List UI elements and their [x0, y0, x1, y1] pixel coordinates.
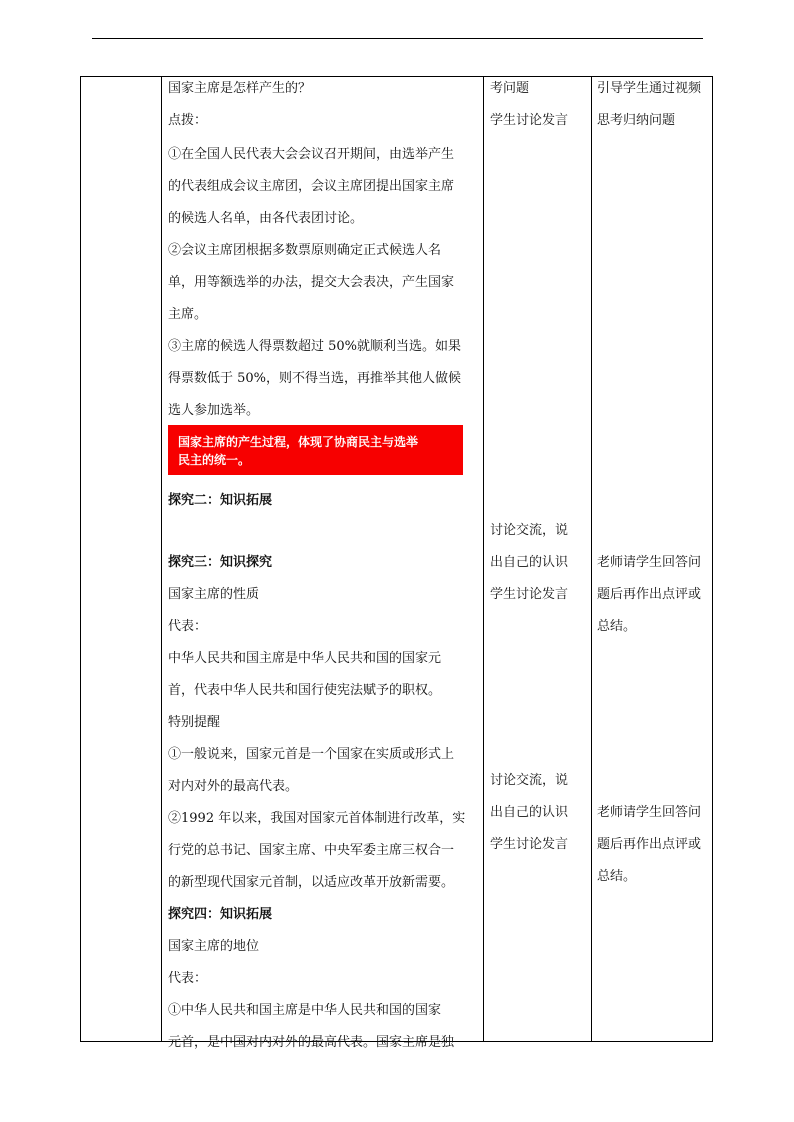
content-line: 特别提醒	[168, 715, 221, 730]
content-line: 首，代表中华人民共和国行使宪法赋予的职权。	[168, 683, 442, 698]
content-line: 的代表组成会议主席团，会议主席团提出国家主席	[168, 179, 455, 194]
lesson-table	[80, 76, 713, 1050]
intent-line: 老师请学生回答问	[597, 555, 702, 570]
content-line: 代表：	[168, 971, 208, 986]
intent-line: 思考归纳问题	[597, 113, 676, 128]
intent-line: 总结。	[597, 619, 637, 634]
content-line: 国家主席的性质	[168, 587, 260, 602]
content-line: 国家主席是怎样产生的？	[168, 81, 312, 96]
content-line: ①中华人民共和国主席是中华人民共和国的国家	[168, 1003, 442, 1018]
intent-line: 总结。	[597, 869, 637, 884]
column-divider	[591, 77, 592, 1041]
activity-line: 讨论交流，说	[490, 773, 569, 788]
content-line: 代表：	[168, 619, 208, 634]
content-line: ②1992 年以来，我国对国家元首体制进行改革，实	[168, 811, 466, 826]
content-line: 行党的总书记、国家主席、中央军委主席三权合一	[168, 843, 455, 858]
content-line: ①在全国人民代表大会会议召开期间，由选举产生	[168, 147, 455, 162]
activity-line: 学生讨论发言	[490, 837, 569, 852]
header-rule	[92, 38, 703, 39]
intent-line: 题后再作出点评或	[597, 587, 702, 602]
callout-line: 国家主席的产生过程，体现了协商民主与选举	[178, 435, 419, 449]
activity-line: 学生讨论发言	[490, 113, 569, 128]
content-line: 得票数低于 50%，则不得当选，再推举其他人做候	[168, 371, 462, 386]
content-line: 选人参加选举。	[168, 403, 260, 418]
intent-line: 题后再作出点评或	[597, 837, 702, 852]
activity-line: 出自己的认识	[490, 805, 569, 820]
content-line: ①一般说来，国家元首是一个国家在实质或形式上	[168, 747, 455, 762]
intent-line: 引导学生通过视频	[597, 81, 702, 96]
content-line: 的新型现代国家元首制，以适应改革开放新需要。	[168, 875, 455, 890]
key-point-callout	[168, 425, 463, 475]
content-line: 单，用等额选举的办法，提交大会表决，产生国家	[168, 275, 455, 290]
content-line: 国家主席的地位	[168, 939, 260, 954]
content-line: 元首，是中国对内对外的最高代表。国家主席是独	[168, 1035, 455, 1050]
section-heading: 探究三：知识探究	[168, 555, 273, 570]
column-divider	[483, 77, 484, 1041]
content-line: 中华人民共和国主席是中华人民共和国的国家元	[168, 651, 442, 666]
content-line: 对内对外的最高代表。	[168, 779, 299, 794]
activity-line: 学生讨论发言	[490, 587, 569, 602]
intent-line: 老师请学生回答问	[597, 805, 702, 820]
content-line: 的候选人名单，由各代表团讨论。	[168, 211, 364, 226]
activity-line: 考问题	[490, 81, 530, 96]
section-heading: 探究二：知识拓展	[168, 493, 273, 508]
callout-line: 民主的统一。	[178, 453, 251, 467]
column-divider	[161, 77, 162, 1041]
activity-line: 出自己的认识	[490, 555, 569, 570]
section-heading: 探究四：知识拓展	[168, 907, 273, 922]
activity-line: 讨论交流，说	[490, 523, 569, 538]
content-line: ③主席的候选人得票数超过 50%就顺利当选。如果	[168, 339, 462, 354]
content-line: 点拨：	[168, 113, 208, 128]
content-line: 主席。	[168, 307, 208, 322]
content-line: ②会议主席团根据多数票原则确定正式候选人名	[168, 243, 442, 258]
